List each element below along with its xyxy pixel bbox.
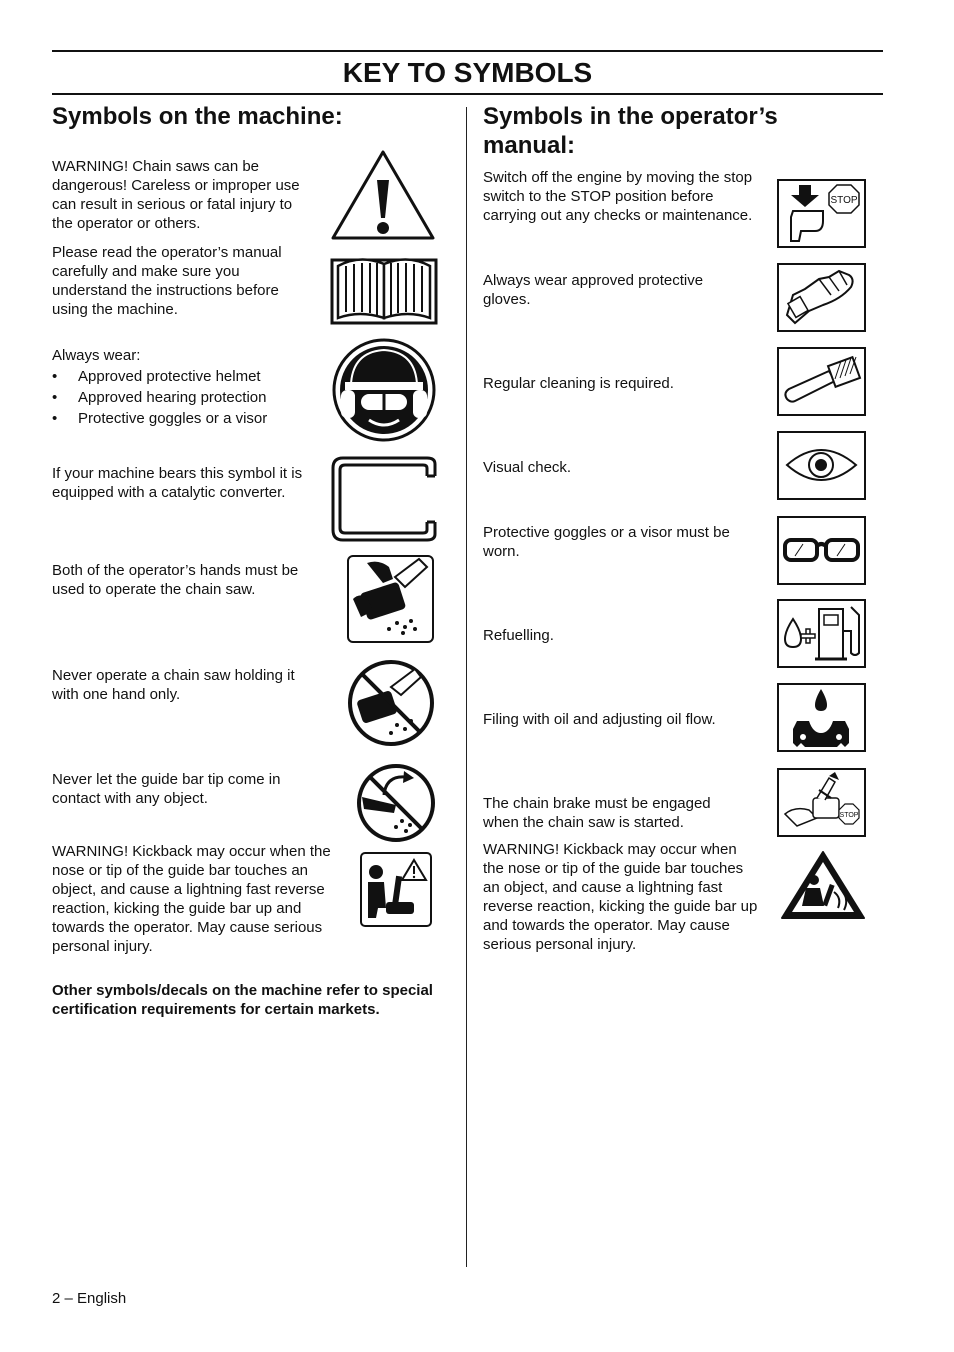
goggles-icon	[777, 516, 866, 585]
always-wear-label: Always wear:	[52, 347, 141, 364]
refuelling-icon	[777, 599, 866, 668]
two-hands-chainsaw-icon	[347, 555, 434, 643]
always-wear-list	[52, 366, 322, 429]
list-item: • Approved protective helmet	[52, 366, 322, 387]
kickback-warning-icon	[360, 852, 432, 927]
catalytic-text: If your machine bears this symbol it is equipped with a catalytic converter.	[52, 465, 303, 501]
guide-bar-tip-text: Never let the guide bar tip come in contact with any object.	[52, 771, 281, 807]
list-item: • Protective goggles or a visor	[52, 408, 322, 429]
catalytic-converter-icon	[331, 456, 437, 542]
page-title: KEY TO SYMBOLS	[342, 57, 593, 88]
helmet-goggles-ear-protection-icon	[331, 338, 437, 442]
column-divider	[466, 107, 467, 1267]
page-footer: 2 – English	[52, 1290, 127, 1307]
header-rule-top	[52, 50, 883, 52]
left-heading: Symbols on the machine:	[52, 103, 343, 130]
chain-brake-icon	[777, 768, 866, 837]
cleaning-brush-icon	[777, 347, 866, 416]
refuelling-text: Refuelling.	[483, 627, 554, 644]
header-rule-bottom	[52, 93, 883, 95]
gloves-text: Always wear approved protective gloves.	[483, 272, 704, 308]
eye-icon	[777, 431, 866, 500]
stop-label: STOP	[839, 812, 859, 819]
kickback-warning-text-manual: WARNING! Kickback may occur when the nose or tip of the guide bar touches an object, and cause a lightning fast reverse reaction, kicking the guide bar up and towards the operator. May cause serious personal injury.	[483, 841, 758, 953]
warning-triangle-icon	[330, 148, 436, 242]
switch-off-text: Switch off the engine by moving the stop switch to the STOP position before carrying out any checks or maintenance.	[483, 169, 753, 224]
stop-switch-icon	[777, 179, 866, 248]
no-tip-contact-icon	[356, 763, 436, 843]
book-icon	[330, 252, 438, 326]
other-symbols-note: Other symbols/decals on the machine refer to special certification requirements for certain markets.	[52, 982, 433, 1018]
kickback-warning-text: WARNING! Kickback may occur when the nose or tip of the guide bar touches an object, and cause a lightning fast reverse reaction, kicking the guide bar up and towards the operator. May cause serious personal injury.	[52, 843, 331, 955]
goggles-text: Protective goggles or a visor must be worn.	[483, 524, 730, 560]
stop-label: STOP	[830, 195, 858, 206]
gloves-icon	[777, 263, 866, 332]
oil-chain-icon	[777, 683, 866, 752]
warning-text: WARNING! Chain saws can be dangerous! Careless or improper use can result in serious or fatal injury to the operator or others.	[52, 158, 300, 232]
filing-text: Filing with oil and adjusting oil flow.	[483, 711, 716, 728]
both-hands-text: Both of the operator’s hands must be used to operate the chain saw.	[52, 562, 299, 598]
read-manual-text: Please read the operator’s manual carefully and make sure you understand the instructions before using the machine.	[52, 244, 282, 318]
kickback-warning-triangle-icon	[780, 850, 866, 920]
no-one-hand-icon	[347, 659, 435, 747]
visual-check-text: Visual check.	[483, 459, 572, 476]
chain-brake-text: The chain brake must be engaged when the chain saw is started.	[483, 795, 711, 831]
one-hand-text: Never operate a chain saw holding it with one hand only.	[52, 667, 295, 703]
list-item: • Approved hearing protection	[52, 387, 322, 408]
cleaning-text: Regular cleaning is required.	[483, 375, 674, 392]
right-heading: Symbols in the operator’s manual:	[483, 103, 778, 159]
